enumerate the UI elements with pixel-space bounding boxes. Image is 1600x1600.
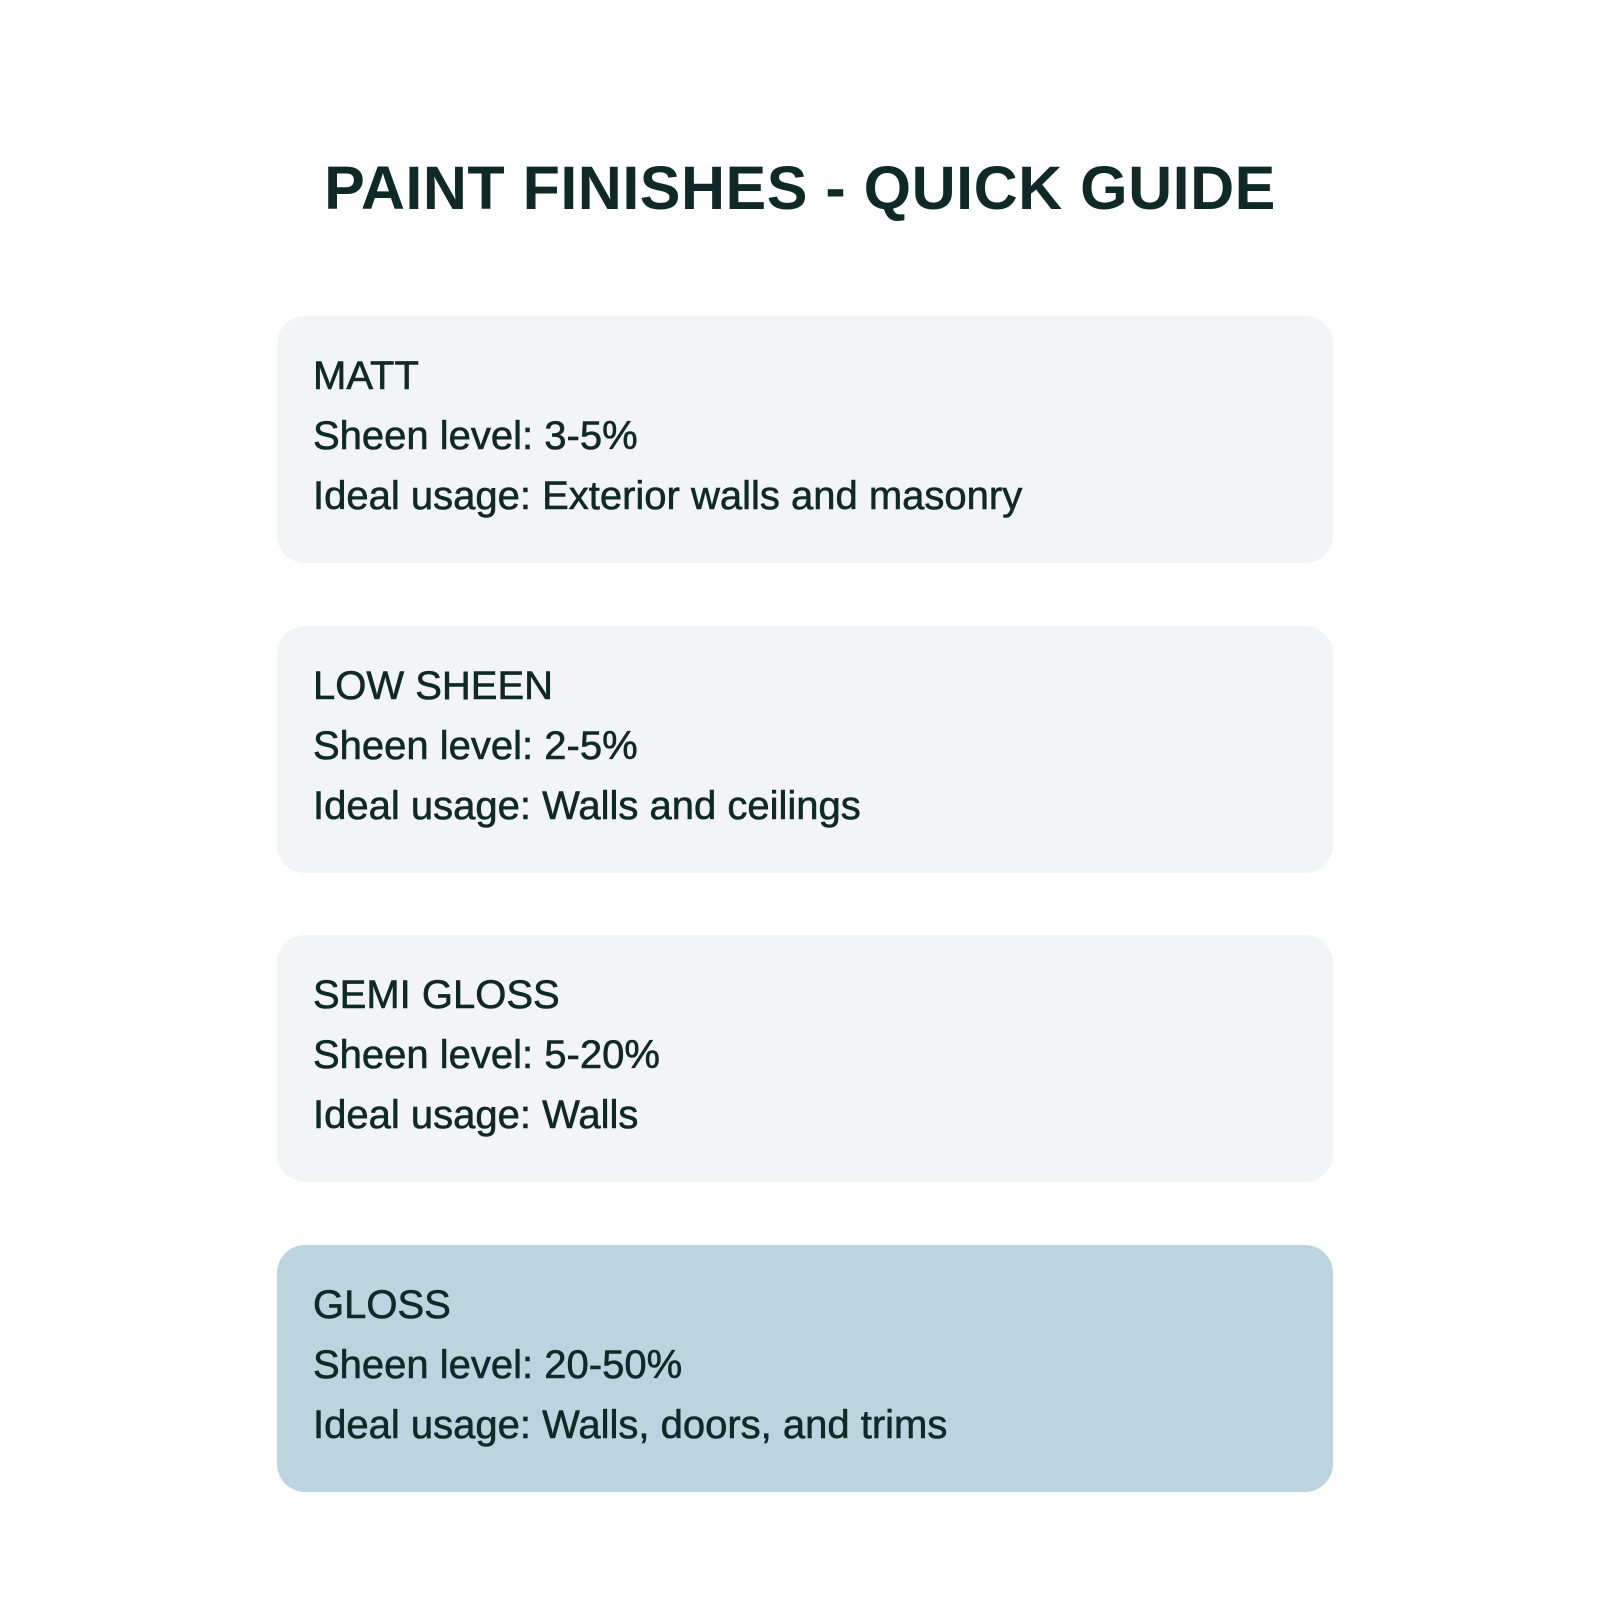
- finish-ideal-usage: Ideal usage: Walls, doors, and trims: [313, 1403, 948, 1447]
- finish-sheen-level: Sheen level: 5-20%: [313, 1033, 660, 1077]
- finish-sheen-level: Sheen level: 2-5%: [313, 724, 638, 768]
- finish-card-matt: [277, 316, 1333, 563]
- finish-name: SEMI GLOSS: [313, 973, 560, 1017]
- finish-name: MATT: [313, 354, 419, 398]
- finish-sheen-level: Sheen level: 3-5%: [313, 414, 638, 458]
- finish-card-low-sheen: [277, 626, 1333, 873]
- finish-card-gloss: [277, 1245, 1333, 1492]
- finish-name: GLOSS: [313, 1283, 451, 1327]
- finish-ideal-usage: Ideal usage: Exterior walls and masonry: [313, 474, 1023, 518]
- page-title: PAINT FINISHES - QUICK GUIDE: [324, 154, 1276, 222]
- finish-name: LOW SHEEN: [313, 664, 554, 708]
- finish-sheen-level: Sheen level: 20-50%: [313, 1343, 683, 1387]
- finish-card-semi-gloss: [277, 935, 1333, 1182]
- finish-ideal-usage: Ideal usage: Walls and ceilings: [313, 784, 861, 828]
- finish-ideal-usage: Ideal usage: Walls: [313, 1093, 639, 1137]
